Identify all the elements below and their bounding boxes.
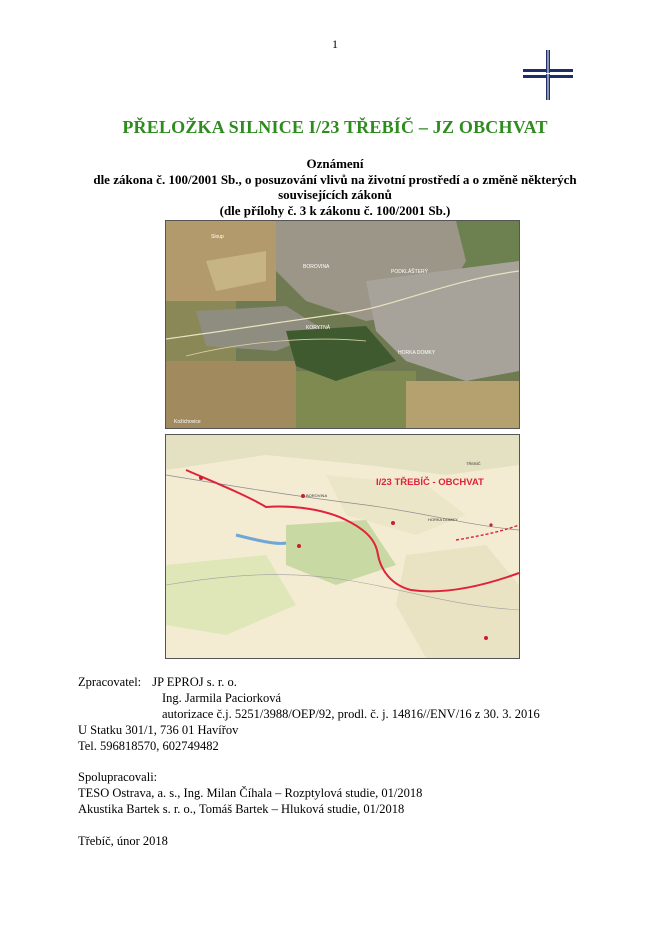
processor-block <box>78 674 540 754</box>
page-number: 1 <box>332 37 338 51</box>
notice-line-3: souvisejících zákonů <box>278 187 392 202</box>
svg-text:HORKA DOMKY: HORKA DOMKY <box>398 350 436 356</box>
notice-line-1: Oznámení <box>306 156 364 171</box>
svg-text:Sloup: Sloup <box>211 234 224 240</box>
processor-company: JP EPROJ s. r. o. <box>152 675 237 689</box>
svg-text:TŘEBÍČ: TŘEBÍČ <box>466 461 481 466</box>
svg-text:BOROVINA: BOROVINA <box>303 264 330 270</box>
processor-address: U Statku 301/1, 736 01 Havířov <box>78 723 239 737</box>
svg-text:KORYTNÁ: KORYTNÁ <box>306 325 331 331</box>
processor-label: Zpracovatel: <box>78 675 142 689</box>
processor-person: Ing. Jarmila Paciorková <box>162 691 282 705</box>
aerial-photo <box>165 220 520 429</box>
svg-text:Kožichovice: Kožichovice <box>174 419 201 425</box>
collaborators-block <box>78 769 422 817</box>
cross-logo-icon <box>521 48 575 102</box>
processor-authorization: autorizace č.j. 5251/3988/OEP/92, prodl. č. j. 14816//ENV/16 z 30. 3. 2016 <box>162 707 540 721</box>
svg-text:HORKA DOMKY: HORKA DOMKY <box>428 517 458 522</box>
collaborators-label: Spolupracovali: <box>78 770 158 784</box>
document-title: PŘELOŽKA SILNICE I/23 TŘEBÍČ – JZ OBCHVAT <box>122 117 548 137</box>
notice-line-2: dle zákona č. 100/2001 Sb., o posuzování vlivů na životní prostředí a o změně některých <box>93 171 577 187</box>
notice-line-4: (dle přílohy č. 3 k zákonu č. 100/2001 Sb.) <box>219 202 451 218</box>
notice-heading <box>40 156 630 218</box>
processor-phone: Tel. 596818570, 602749482 <box>78 739 219 753</box>
place-date: Třebíč, únor 2018 <box>78 834 168 848</box>
route-map <box>165 434 520 659</box>
map-route-label: I/23 TŘEBÍČ - OBCHVAT <box>376 477 484 488</box>
collaborator-item: TESO Ostrava, a. s., Ing. Milan Číhala – Rozptylová studie, 01/2018 <box>78 786 423 800</box>
collaborator-item: Akustika Bartek s. r. o., Tomáš Bartek – Hluková studie, 01/2018 <box>78 802 405 816</box>
svg-text:PODKLÁŠTERÝ: PODKLÁŠTERÝ <box>391 269 428 275</box>
svg-text:BOROVINA: BOROVINA <box>306 493 328 498</box>
